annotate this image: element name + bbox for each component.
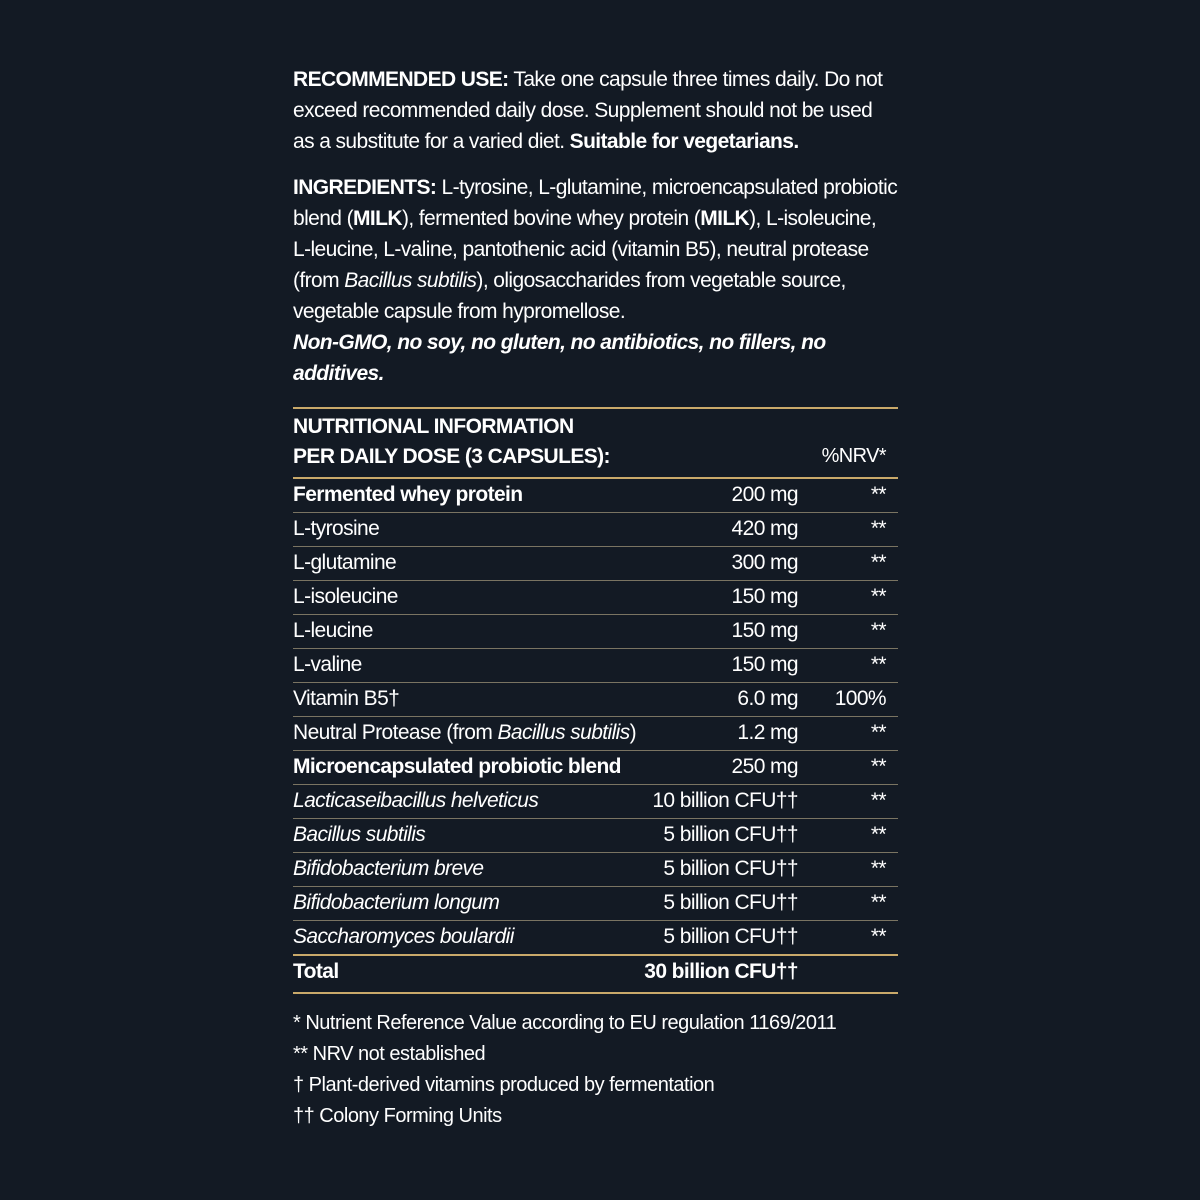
- row-amount: 300 mg: [731, 551, 798, 574]
- row-amount: 150 mg: [731, 585, 798, 608]
- nrv-column-header: %NRV*: [821, 445, 886, 467]
- footnote-nrv: * Nutrient Reference Value according to EU regulation 1169/2011: [293, 1012, 837, 1034]
- row-amount: 5 billion CFU††: [663, 857, 798, 880]
- row-nrv: **: [870, 653, 886, 676]
- recommended-use-label: RECOMMENDED USE:: [293, 68, 509, 91]
- row-amount: 150 mg: [731, 619, 798, 642]
- row-name: Microencapsulated probiotic blend: [293, 755, 621, 778]
- ingredients-text-2: ), fermented bovine whey protein (: [401, 207, 701, 230]
- row-name: [293, 717, 636, 748]
- vegetarian-note: Suitable for vegetarians.: [569, 130, 799, 153]
- row-name: L-valine: [293, 653, 362, 676]
- table-row: [293, 853, 898, 887]
- row-name: Vitamin B5†: [293, 687, 400, 710]
- row-amount: 6.0 mg: [737, 687, 798, 710]
- total-label: Total: [293, 960, 339, 983]
- table-row: [293, 479, 898, 513]
- row-amount: 250 mg: [731, 755, 798, 778]
- table-row: [293, 513, 898, 547]
- row-nrv: **: [870, 483, 886, 506]
- ingredients-species: Bacillus subtilis: [344, 269, 477, 292]
- row-nrv: **: [870, 891, 886, 914]
- table-row: [293, 819, 898, 853]
- row-name-prefix: Neutral Protease (from: [293, 721, 498, 744]
- row-name: Fermented whey protein: [293, 483, 523, 506]
- table-row: [293, 581, 898, 615]
- ingredients-paragraph: [293, 172, 898, 327]
- row-amount: 1.2 mg: [737, 721, 798, 744]
- table-row: [293, 921, 898, 956]
- table-row: [293, 615, 898, 649]
- footnote-nrv-not-established: ** NRV not established: [293, 1043, 486, 1065]
- row-nrv: **: [870, 755, 886, 778]
- row-name-species: Bacillus subtilis: [497, 721, 630, 744]
- row-nrv: **: [870, 517, 886, 540]
- row-name: Bifidobacterium longum: [293, 891, 500, 914]
- row-nrv: **: [870, 585, 886, 608]
- total-row: [293, 956, 898, 992]
- total-amount: 30 billion CFU††: [644, 960, 798, 983]
- table-row: [293, 649, 898, 683]
- row-amount: 5 billion CFU††: [663, 925, 798, 948]
- ingredients-text-4: ), oligosaccharides from vegetable source, vegetable capsule from hypromellose.: [293, 269, 846, 323]
- label-content: [293, 64, 898, 994]
- row-name: L-glutamine: [293, 551, 397, 574]
- footnote-plant-vitamins: † Plant-derived vitamins produced by fermentation: [293, 1074, 715, 1096]
- row-nrv: **: [870, 721, 886, 744]
- row-name: L-tyrosine: [293, 517, 380, 540]
- table-row: [293, 785, 898, 819]
- row-name: L-leucine: [293, 619, 373, 642]
- row-nrv: **: [870, 857, 886, 880]
- row-name: Lacticaseibacillus helveticus: [293, 789, 539, 812]
- allergen-milk-2: MILK: [700, 207, 750, 230]
- nutrition-subtitle: PER DAILY DOSE (3 CAPSULES):: [293, 445, 610, 468]
- free-from-claim: Non-GMO, no soy, no gluten, no antibiotics, no fillers, no additives.: [293, 331, 826, 385]
- ingredients-text-3: ), L-isoleucine, L-leucine, L-valine, pantothenic acid (vitamin B5), neutral protease (from: [293, 207, 877, 292]
- recommended-use-text: Take one capsule three times daily. Do not exceed recommended daily dose. Supplement should not be used as a substitute for a varied diet.: [293, 68, 883, 153]
- row-amount: 150 mg: [731, 653, 798, 676]
- row-amount: 5 billion CFU††: [663, 891, 798, 914]
- table-row: [293, 751, 898, 785]
- row-nrv: **: [870, 823, 886, 846]
- ingredients-label: INGREDIENTS:: [293, 176, 437, 199]
- row-amount: 10 billion CFU††: [652, 789, 798, 812]
- table-row: [293, 547, 898, 581]
- nutrition-table: [293, 407, 898, 994]
- row-name: Bacillus subtilis: [293, 823, 426, 846]
- table-row: [293, 887, 898, 921]
- row-nrv: **: [870, 789, 886, 812]
- footnote-cfu: †† Colony Forming Units: [293, 1105, 502, 1127]
- nutrition-table-header: [293, 409, 898, 479]
- nutrition-title: NUTRITIONAL INFORMATION: [293, 415, 574, 438]
- footnotes: [293, 1008, 898, 1132]
- ingredients-text-1: L-tyrosine, L-glutamine, microencapsulated probiotic blend (: [293, 176, 898, 230]
- table-row: [293, 717, 898, 751]
- row-nrv: **: [870, 925, 886, 948]
- row-nrv: **: [870, 619, 886, 642]
- row-nrv: **: [870, 551, 886, 574]
- row-amount: 5 billion CFU††: [663, 823, 798, 846]
- row-amount: 200 mg: [731, 483, 798, 506]
- row-nrv: 100%: [834, 687, 886, 710]
- row-name: L-isoleucine: [293, 585, 398, 608]
- allergen-milk-1: MILK: [353, 207, 402, 230]
- row-name: Bifidobacterium breve: [293, 857, 484, 880]
- row-name: Saccharomyces boulardii: [293, 925, 514, 948]
- recommended-use-paragraph: [293, 64, 898, 157]
- table-row: [293, 683, 898, 717]
- row-amount: 420 mg: [731, 517, 798, 540]
- row-name-suffix: ): [629, 721, 637, 744]
